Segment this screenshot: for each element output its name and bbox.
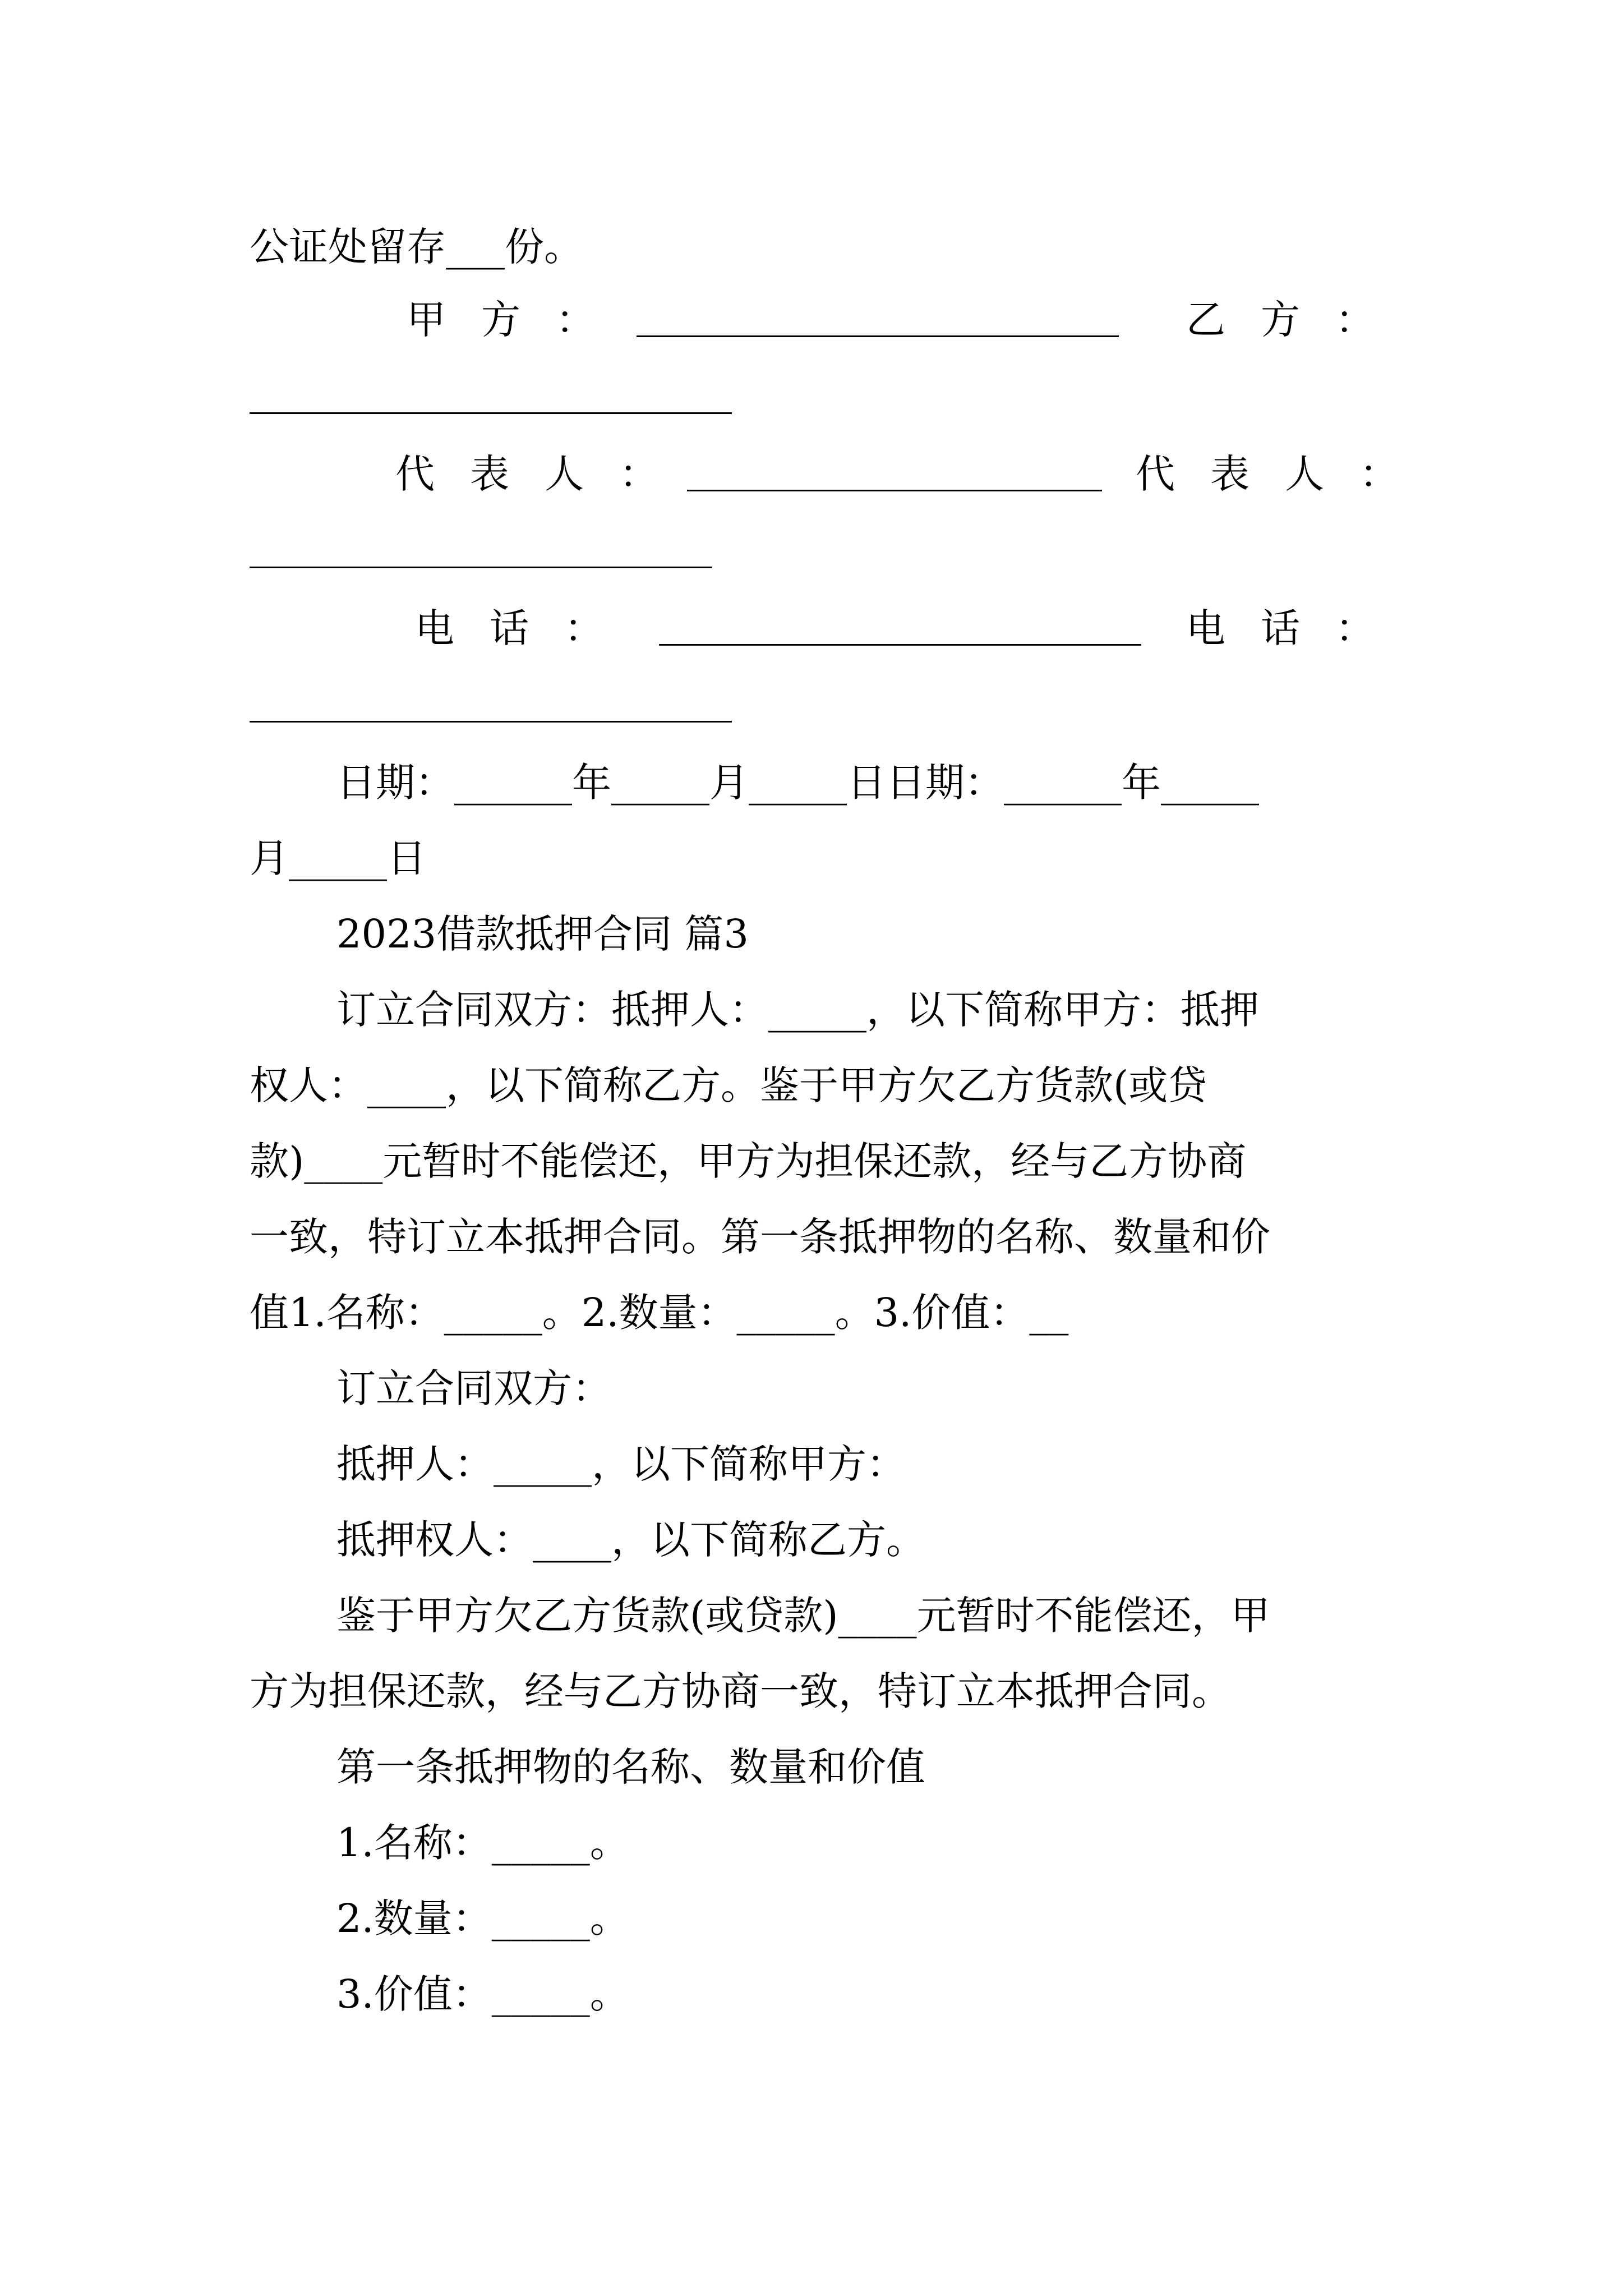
party-a-blank bbox=[637, 335, 1119, 337]
paragraph-line: 鉴于甲方欠乙方货款(或贷款)____元暂时不能偿还，甲 bbox=[336, 1593, 1270, 1639]
list-item: 2.数量：_____。 bbox=[336, 1895, 629, 1941]
section-heading: 2023借款抵押合同 篇3 bbox=[336, 911, 749, 957]
list-item: 3.价值：_____。 bbox=[336, 1971, 629, 2017]
paragraph-line: 款)____元暂时不能偿还，甲方为担保还款，经与乙方协商 bbox=[250, 1138, 1247, 1184]
paragraph-line: 订立合同双方： bbox=[336, 1365, 611, 1411]
article-heading: 第一条抵押物的名称、数量和价值 bbox=[336, 1744, 925, 1790]
party-b-label: 乙方： bbox=[1186, 297, 1410, 343]
date-line-continued: 月_____日 bbox=[250, 835, 426, 881]
paragraph-line: 权人：____，以下简称乙方。鉴于甲方欠乙方货款(或贷 bbox=[250, 1062, 1207, 1108]
phone-a-blank bbox=[659, 644, 1141, 646]
text-line: 公证处留存___份。 bbox=[250, 224, 583, 270]
phone-a-label: 电话： bbox=[415, 605, 639, 651]
paragraph-line: 一致，特订立本抵押合同。第一条抵押物的名称、数量和价 bbox=[250, 1214, 1270, 1260]
representative-b-blank bbox=[250, 567, 712, 568]
representative-b-label: 代表人： bbox=[1136, 451, 1434, 497]
paragraph-line: 订立合同双方：抵押人：_____，以下简称甲方：抵押 bbox=[336, 987, 1259, 1033]
representative-a-blank bbox=[687, 490, 1102, 491]
phone-b-blank bbox=[250, 721, 732, 723]
phone-b-label: 电话： bbox=[1186, 605, 1410, 651]
party-b-blank bbox=[250, 412, 732, 414]
paragraph-line: 方为担保还款，经与乙方协商一致，特订立本抵押合同。 bbox=[250, 1668, 1231, 1714]
list-item: 1.名称：_____。 bbox=[336, 1820, 629, 1866]
signature-row-phone bbox=[250, 600, 1410, 656]
party-a-label: 甲方： bbox=[407, 297, 630, 343]
paragraph-line: 值1.名称：_____。2.数量：_____。3.价值：__ bbox=[250, 1290, 1069, 1336]
signature-row-party bbox=[250, 292, 1410, 348]
representative-a-label: 代表人： bbox=[395, 451, 694, 497]
paragraph-line: 抵押权人：____，以下简称乙方。 bbox=[336, 1517, 925, 1563]
date-line: 日期：______年_____月_____日日期：______年_____ bbox=[336, 760, 1259, 806]
signature-row-representative bbox=[250, 446, 1434, 502]
paragraph-line: 抵押人：_____，以下简称甲方： bbox=[336, 1441, 906, 1487]
